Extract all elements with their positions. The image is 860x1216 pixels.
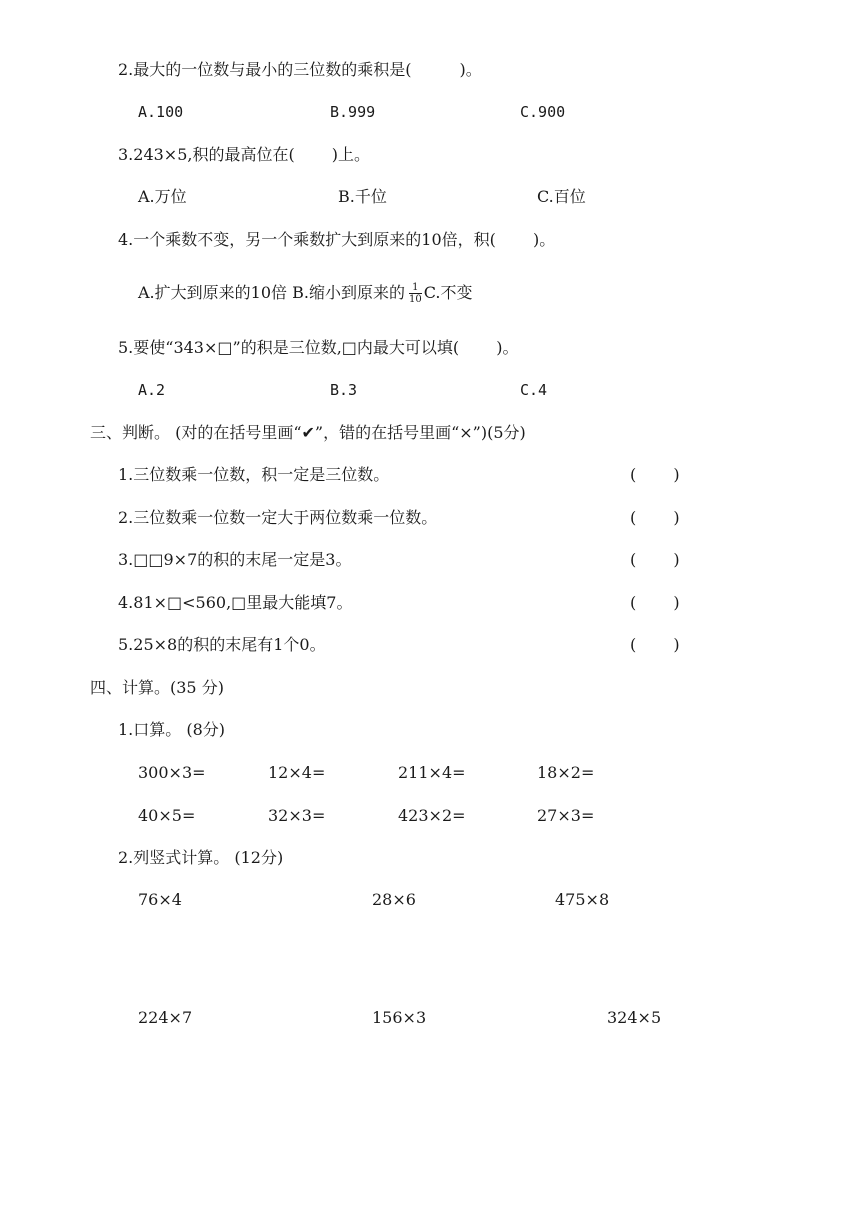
vertical-calc-item: 28×6 bbox=[372, 890, 416, 909]
fraction-denominator: 10 bbox=[408, 294, 422, 305]
judge-item-1: 1.三位数乘一位数，积一定是三位数。 bbox=[118, 465, 390, 484]
question-3-option-a: A.万位 bbox=[138, 187, 187, 206]
vertical-calc-item: 224×7 bbox=[138, 1008, 193, 1027]
judge-item-2: 2.三位数乘一位数一定大于两位数乘一位数。 bbox=[118, 508, 438, 527]
question-5-stem: 5.要使“343×□”的积是三位数,□内最大可以填( )。 bbox=[118, 338, 519, 357]
question-3-stem: 3.243×5,积的最高位在( )上。 bbox=[118, 145, 371, 164]
judge-answer-paren-4[interactable]: ( ) bbox=[630, 593, 680, 612]
question-2-option-a: A.100 bbox=[138, 103, 184, 121]
judge-answer-paren-3[interactable]: ( ) bbox=[630, 550, 680, 569]
question-4-stem: 4.一个乘数不变，另一个乘数扩大到原来的10倍，积( )。 bbox=[118, 230, 556, 249]
question-3-option-b: B.千位 bbox=[338, 187, 387, 206]
question-5-option-a: A.2 bbox=[138, 381, 166, 399]
oral-calc-item: 32×3= bbox=[268, 806, 326, 825]
question-4-option-c: C.不变 bbox=[423, 283, 473, 302]
question-5-option-c: C.4 bbox=[520, 381, 548, 399]
oral-calc-item: 12×4= bbox=[268, 763, 326, 782]
question-2-stem: 2.最大的一位数与最小的三位数的乘积是( )。 bbox=[118, 60, 482, 79]
question-5-option-b: B.3 bbox=[330, 381, 358, 399]
judge-answer-paren-5[interactable]: ( ) bbox=[630, 635, 680, 654]
oral-calc-item: 18×2= bbox=[537, 763, 595, 782]
fraction-one-tenth bbox=[409, 282, 422, 305]
fraction-numerator: 1 bbox=[409, 282, 422, 294]
oral-calc-title: 1.口算。 (8分) bbox=[118, 720, 226, 739]
oral-calc-item: 423×2= bbox=[398, 806, 466, 825]
judge-answer-paren-2[interactable]: ( ) bbox=[630, 508, 680, 527]
section-judge-header: 三、判断。 (对的在括号里画“✔”，错的在括号里画“×”)(5分) bbox=[90, 423, 526, 442]
question-3-option-c: C.百位 bbox=[537, 187, 586, 206]
judge-item-3: 3.□□9×7的积的末尾一定是3。 bbox=[118, 550, 352, 569]
question-4-option-a: A.扩大到原来的10倍 bbox=[138, 283, 288, 302]
vertical-calc-item: 475×8 bbox=[555, 890, 610, 909]
vertical-calc-title: 2.列竖式计算。 (12分) bbox=[118, 848, 284, 867]
question-2-option-b: B.999 bbox=[330, 103, 376, 121]
section-calc-header: 四、计算。(35 分) bbox=[90, 678, 224, 697]
vertical-calc-item: 324×5 bbox=[607, 1008, 662, 1027]
oral-calc-item: 27×3= bbox=[537, 806, 595, 825]
oral-calc-item: 40×5= bbox=[138, 806, 196, 825]
question-4-options bbox=[138, 280, 472, 306]
judge-item-4: 4.81×□<560,□里最大能填7。 bbox=[118, 593, 353, 612]
vertical-calc-item: 76×4 bbox=[138, 890, 182, 909]
oral-calc-item: 211×4= bbox=[398, 763, 466, 782]
judge-item-5: 5.25×8的积的末尾有1个0。 bbox=[118, 635, 326, 654]
question-4-option-b: B.缩小到原来的 bbox=[292, 283, 405, 302]
judge-answer-paren-1[interactable]: ( ) bbox=[630, 465, 680, 484]
oral-calc-item: 300×3= bbox=[138, 763, 206, 782]
vertical-calc-item: 156×3 bbox=[372, 1008, 427, 1027]
question-2-option-c: C.900 bbox=[520, 103, 566, 121]
